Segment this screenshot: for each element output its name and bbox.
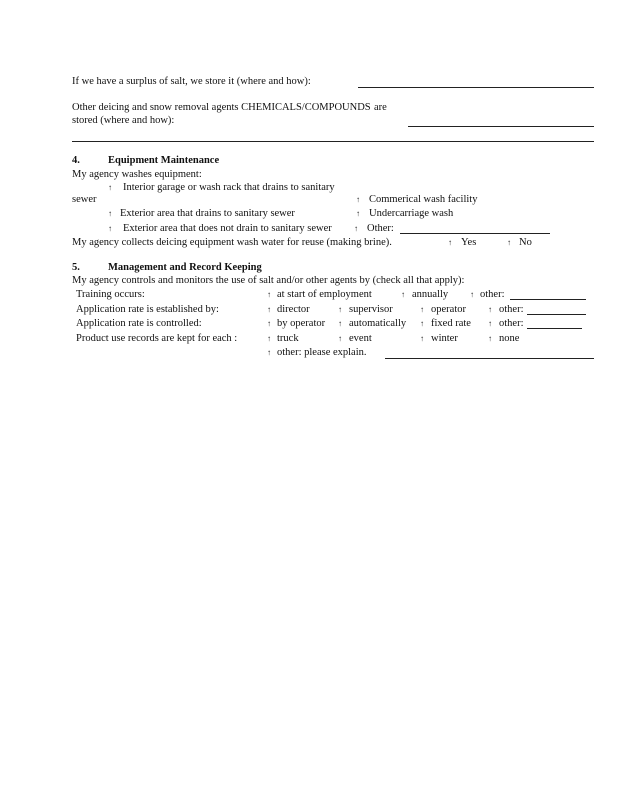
rate-established-label: Application rate is established by: <box>76 304 219 315</box>
option-established-operator: operator <box>431 304 466 315</box>
section5-title: Management and Record Keeping <box>108 262 262 273</box>
option-training-other: other: <box>480 289 505 300</box>
option-exterior-not-drain: Exterior area that does not drain to sanitary sewer <box>123 223 332 234</box>
option-controlled-operator: by operator <box>277 318 326 329</box>
checkbox-records-none[interactable]: ↑ <box>488 334 492 343</box>
section5-intro: My agency controls and monitors the use of salt and/or other agents by (check all that apply): <box>72 275 465 286</box>
other-agents-question-tail: are <box>374 102 387 113</box>
checkbox-undercarriage[interactable]: ↑ <box>356 209 360 218</box>
records-label: Product use records are kept for each : <box>76 333 238 344</box>
other-agents-answer-line-2[interactable] <box>72 141 594 142</box>
checkbox-established-operator[interactable]: ↑ <box>420 305 424 314</box>
controlled-other-line[interactable] <box>527 328 582 329</box>
checkbox-records-other[interactable]: ↑ <box>267 348 271 357</box>
checkbox-controlled-fixed-rate[interactable]: ↑ <box>420 319 424 328</box>
records-other-line[interactable] <box>385 358 594 359</box>
surplus-question: If we have a surplus of salt, we store it (where and how): <box>72 76 311 87</box>
other-agents-answer-line[interactable] <box>408 126 594 127</box>
checkbox-training-annually[interactable]: ↑ <box>401 290 405 299</box>
checkbox-controlled-other[interactable]: ↑ <box>488 319 492 328</box>
option-records-none: none <box>499 333 520 344</box>
option-interior-garage: Interior garage or wash rack that drains to sanitary <box>123 182 335 193</box>
option-controlled-automatically: automatically <box>349 318 407 329</box>
checkbox-training-start[interactable]: ↑ <box>267 290 271 299</box>
option-yes: Yes <box>461 237 477 248</box>
option-training-annually: annually <box>412 289 449 300</box>
collects-wash-water-question: My agency collects deicing equipment wash water for reuse (making brine). <box>72 237 392 248</box>
section4-title: Equipment Maintenance <box>108 155 220 166</box>
option-records-truck: truck <box>277 333 299 344</box>
option-established-supervisor: supervisor <box>349 304 393 315</box>
training-other-line[interactable] <box>510 299 586 300</box>
checkbox-exterior-drains[interactable]: ↑ <box>108 209 112 218</box>
checkbox-records-winter[interactable]: ↑ <box>420 334 424 343</box>
checkbox-records-truck[interactable]: ↑ <box>267 334 271 343</box>
section5-number: 5. <box>72 262 80 273</box>
checkbox-other-wash[interactable]: ↑ <box>354 224 358 233</box>
checkbox-training-other[interactable]: ↑ <box>470 290 474 299</box>
checkbox-interior-garage[interactable]: ↑ <box>108 183 112 192</box>
checkbox-no[interactable]: ↑ <box>507 238 511 247</box>
checkbox-established-other[interactable]: ↑ <box>488 305 492 314</box>
checkbox-commercial-wash[interactable]: ↑ <box>356 195 360 204</box>
rate-controlled-label: Application rate is controlled: <box>76 318 202 329</box>
option-controlled-other: other: <box>499 318 524 329</box>
option-undercarriage: Undercarriage wash <box>369 208 454 219</box>
training-label: Training occurs: <box>76 289 145 300</box>
option-other-wash: Other: <box>367 223 394 234</box>
option-no: No <box>519 237 532 248</box>
checkbox-established-supervisor[interactable]: ↑ <box>338 305 342 314</box>
option-commercial-wash: Commerical wash facility <box>369 194 478 205</box>
option-training-start: at start of employment <box>277 289 372 300</box>
other-agents-question: Other deicing and snow removal agents CHEMICALS/COMPOUNDS <box>72 102 371 113</box>
option-records-event: event <box>349 333 372 344</box>
other-wash-answer-line[interactable] <box>400 233 550 234</box>
option-records-winter: winter <box>431 333 458 344</box>
option-exterior-drains: Exterior area that drains to sanitary sewer <box>120 208 295 219</box>
option-established-director: director <box>277 304 310 315</box>
section4-number: 4. <box>72 155 80 166</box>
option-records-other: other: please explain. <box>277 347 367 358</box>
checkbox-records-event[interactable]: ↑ <box>338 334 342 343</box>
option-established-other: other: <box>499 304 524 315</box>
other-agents-question-cont: stored (where and how): <box>72 115 175 126</box>
checkbox-established-director[interactable]: ↑ <box>267 305 271 314</box>
section4-intro: My agency washes equipment: <box>72 169 202 180</box>
checkbox-exterior-not-drain[interactable]: ↑ <box>108 224 112 233</box>
option-controlled-fixed-rate: fixed rate <box>431 318 471 329</box>
checkbox-controlled-automatically[interactable]: ↑ <box>338 319 342 328</box>
option-interior-garage-cont: sewer <box>72 194 97 205</box>
checkbox-yes[interactable]: ↑ <box>448 238 452 247</box>
surplus-answer-line[interactable] <box>358 87 594 88</box>
established-other-line[interactable] <box>527 314 586 315</box>
checkbox-controlled-operator[interactable]: ↑ <box>267 319 271 328</box>
